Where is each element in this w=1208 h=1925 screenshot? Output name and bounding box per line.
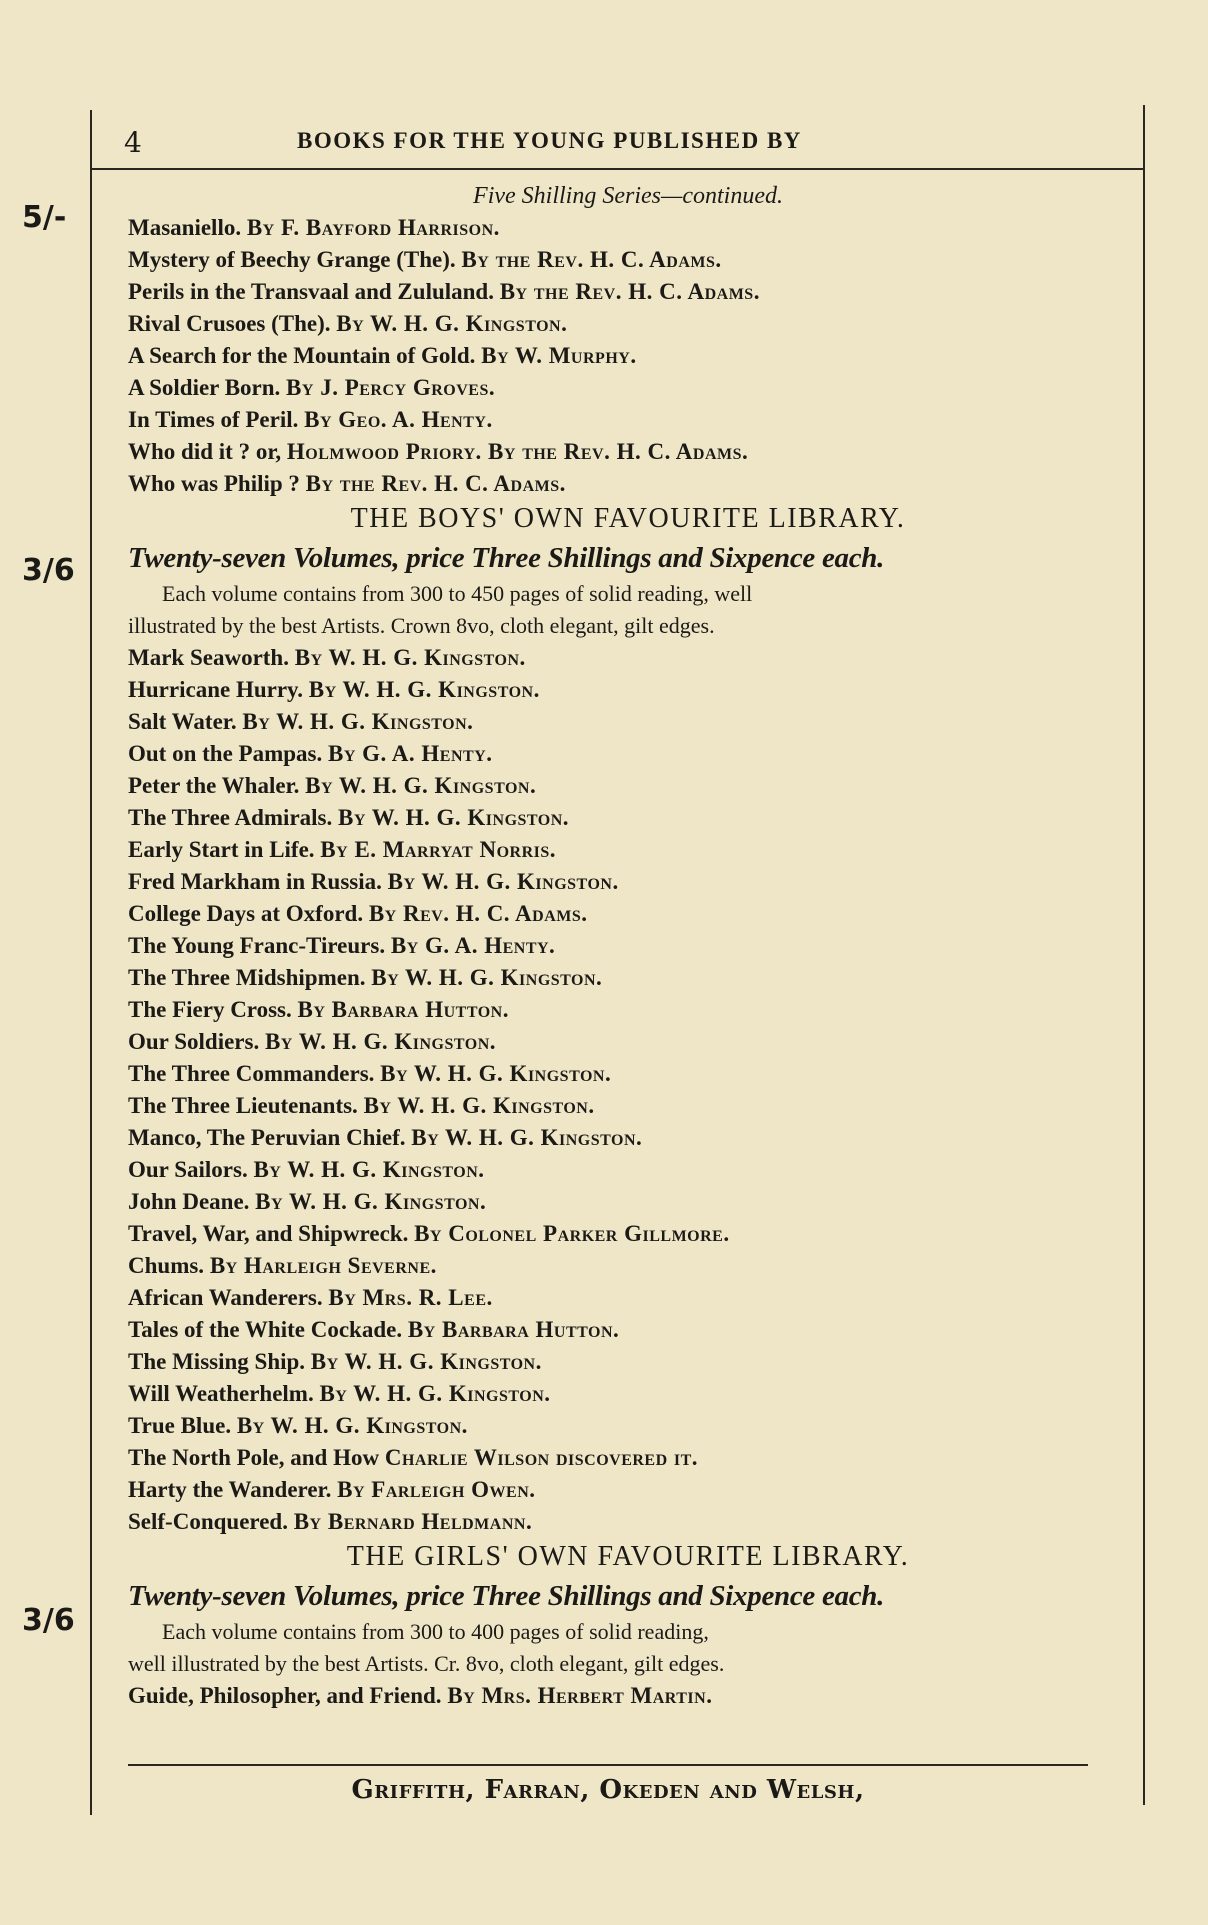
book-entry (128, 1474, 1128, 1506)
book-author: By W. H. G. Kingston. (338, 805, 570, 830)
book-entry (128, 898, 1128, 930)
book-title: Mystery of Beechy Grange (The). (128, 247, 456, 272)
book-entry (128, 276, 1128, 308)
book-entry (128, 738, 1128, 770)
book-title: Fred Markham in Russia. (128, 869, 382, 894)
book-author: By W. H. G. Kingston. (305, 773, 537, 798)
book-entry (128, 1090, 1128, 1122)
boys-library-list (128, 642, 1128, 1538)
book-author: By Colonel Parker Gillmore. (414, 1221, 730, 1246)
book-author: By Bernard Heldmann. (293, 1509, 533, 1534)
book-entry (128, 1154, 1128, 1186)
book-entry (128, 834, 1128, 866)
book-author: By W. H. G. Kingston. (310, 1349, 542, 1374)
book-author: By E. Marryat Norris. (320, 837, 557, 862)
book-entry (128, 770, 1128, 802)
book-author: By W. H. G. Kingston. (308, 677, 540, 702)
book-entry (128, 706, 1128, 738)
book-title: Travel, War, and Shipwreck. (128, 1221, 409, 1246)
girls-library-description: Each volume contains from 300 to 400 pages of solid reading, (162, 1619, 709, 1644)
book-author: By W. H. G. Kingston. (336, 311, 568, 336)
book-author: By Farleigh Owen. (337, 1477, 536, 1502)
book-entry (128, 1410, 1128, 1442)
book-entry (128, 1186, 1128, 1218)
running-head: BOOKS FOR THE YOUNG PUBLISHED BY (297, 128, 802, 153)
book-title: College Days at Oxford. (128, 901, 364, 926)
book-title: Early Start in Life. (128, 837, 315, 862)
book-author: By G. A. Henty. (328, 741, 493, 766)
publisher-footer: Griffith, Farran, Okeden and Welsh, (351, 1775, 865, 1805)
series-heading: Five Shilling Series—continued. (473, 183, 783, 209)
book-entry (128, 340, 1128, 372)
book-author: By W. Murphy. (481, 343, 637, 368)
girls-library-description-cont: well illustrated by the best Artists. Cr. 8vo, cloth elegant, gilt edges. (128, 1651, 725, 1676)
book-entry (128, 468, 1128, 500)
book-title: Rival Crusoes (The). (128, 311, 331, 336)
book-author: By W. H. G. Kingston. (363, 1093, 595, 1118)
book-title: A Search for the Mountain of Gold. (128, 343, 476, 368)
book-title: Hurricane Hurry. (128, 677, 304, 702)
book-entry (128, 930, 1128, 962)
book-author: By Geo. A. Henty. (304, 407, 493, 432)
book-title: The Missing Ship. (128, 1349, 306, 1374)
book-author: By W. H. G. Kingston. (380, 1061, 612, 1086)
book-title: In Times of Peril. (128, 407, 299, 432)
book-author: By the Rev. H. C. Adams. (461, 247, 722, 272)
book-author: By W. H. G. Kingston. (411, 1125, 643, 1150)
book-title: Our Soldiers. (128, 1029, 260, 1054)
book-author: Holmwood Priory. By the Rev. H. C. Adams. (286, 439, 749, 464)
book-author: By Mrs. Herbert Martin. (447, 1683, 713, 1708)
book-entry (128, 1680, 1128, 1712)
book-entry (128, 1282, 1128, 1314)
book-author: By Mrs. R. Lee. (328, 1285, 493, 1310)
book-author: By Harleigh Severne. (209, 1253, 437, 1278)
book-title: Masaniello. (128, 215, 242, 240)
book-title: The Three Admirals. (128, 805, 333, 830)
boys-library-description-cont: illustrated by the best Artists. Crown 8vo, cloth elegant, gilt edges. (128, 613, 715, 638)
margin-price-girls-library: 3/6 (22, 1603, 75, 1638)
book-title: Perils in the Transvaal and Zululand. (128, 279, 494, 304)
book-entry (128, 1250, 1128, 1282)
book-entry (128, 212, 1128, 244)
boys-library-description: Each volume contains from 300 to 450 pages of solid reading, well (162, 581, 753, 606)
book-author: By Barbara Hutton. (407, 1317, 620, 1342)
book-author: By F. Bayford Harrison. (246, 215, 500, 240)
book-title: Who did it ? or, (128, 439, 282, 464)
catalogue-column (128, 180, 1128, 1712)
book-author: By J. Percy Groves. (286, 375, 496, 400)
book-entry (128, 1442, 1128, 1474)
book-author: By W. H. G. Kingston. (371, 965, 603, 990)
book-entry (128, 1506, 1128, 1538)
margin-price-boys-library: 3/6 (22, 553, 75, 588)
book-title: Out on the Pampas. (128, 741, 323, 766)
left-border-rule (90, 110, 92, 1815)
book-entry (128, 404, 1128, 436)
book-author: By the Rev. H. C. Adams. (305, 471, 566, 496)
book-author: By Rev. H. C. Adams. (368, 901, 588, 926)
book-entry (128, 1218, 1128, 1250)
book-author: By W. H. G. Kingston. (387, 869, 619, 894)
book-author: By W. H. G. Kingston. (253, 1157, 485, 1182)
book-entry (128, 802, 1128, 834)
book-title: Chums. (128, 1253, 205, 1278)
book-entry (128, 1026, 1128, 1058)
book-title: The Fiery Cross. (128, 997, 292, 1022)
page-header (92, 118, 1143, 166)
girls-library-subtitle: Twenty-seven Volumes, price Three Shillings and Sixpence each. (128, 1580, 885, 1612)
book-entry (128, 308, 1128, 340)
book-author: By Barbara Hutton. (297, 997, 509, 1022)
book-title: Harty the Wanderer. (128, 1477, 332, 1502)
boys-library-title: THE BOYS' OWN FAVOURITE LIBRARY. (350, 503, 906, 534)
book-title: Guide, Philosopher, and Friend. (128, 1683, 442, 1708)
book-entry (128, 372, 1128, 404)
book-title: The Three Midshipmen. (128, 965, 366, 990)
book-title: Will Weatherhelm. (128, 1381, 314, 1406)
book-entry (128, 962, 1128, 994)
book-entry (128, 994, 1128, 1026)
book-entry (128, 244, 1128, 276)
header-rule (92, 168, 1143, 170)
boys-library-subtitle: Twenty-seven Volumes, price Three Shillings and Sixpence each. (128, 542, 885, 574)
five-shilling-list (128, 212, 1128, 500)
book-title: The Young Franc-Tireurs. (128, 933, 386, 958)
book-author: Charlie Wilson discovered it. (384, 1445, 699, 1470)
book-entry (128, 1346, 1128, 1378)
book-title: John Deane. (128, 1189, 250, 1214)
book-entry (128, 642, 1128, 674)
margin-price-five-shilling: 5/- (22, 200, 67, 235)
book-author: By W. H. G. Kingston. (264, 1029, 497, 1054)
book-author: By W. H. G. Kingston. (319, 1381, 551, 1406)
footer-rule (128, 1764, 1088, 1766)
book-entry (128, 1378, 1128, 1410)
book-author: By W. H. G. Kingston. (294, 645, 526, 670)
book-title: Manco, The Peruvian Chief. (128, 1125, 406, 1150)
book-entry (128, 866, 1128, 898)
book-entry (128, 436, 1128, 468)
book-title: Our Sailors. (128, 1157, 248, 1182)
book-title: African Wanderers. (128, 1285, 323, 1310)
book-title: Mark Seaworth. (128, 645, 289, 670)
book-entry (128, 1058, 1128, 1090)
book-entry (128, 1314, 1128, 1346)
book-author: By G. A. Henty. (390, 933, 556, 958)
book-title: True Blue. (128, 1413, 232, 1438)
right-border-rule (1143, 105, 1145, 1805)
girls-library-title: THE GIRLS' OWN FAVOURITE LIBRARY. (346, 1541, 910, 1572)
book-title: Who was Philip ? (128, 471, 300, 496)
book-author: By W. H. G. Kingston. (242, 709, 474, 734)
book-title: The Three Lieutenants. (128, 1093, 358, 1118)
book-entry (128, 1122, 1128, 1154)
book-author: By the Rev. H. C. Adams. (499, 279, 760, 304)
book-title: Salt Water. (128, 709, 237, 734)
book-entry (128, 674, 1128, 706)
book-author: By W. H. G. Kingston. (255, 1189, 487, 1214)
book-title: Peter the Whaler. (128, 773, 300, 798)
book-title: A Soldier Born. (128, 375, 281, 400)
book-title: The Three Commanders. (128, 1061, 375, 1086)
page-number: 4 (124, 126, 142, 159)
book-title: Self-Conquered. (128, 1509, 288, 1534)
book-title: Tales of the White Cockade. (128, 1317, 403, 1342)
book-author: By W. H. G. Kingston. (236, 1413, 468, 1438)
book-title: The North Pole, and How (128, 1445, 380, 1470)
girls-library-list (128, 1680, 1128, 1712)
